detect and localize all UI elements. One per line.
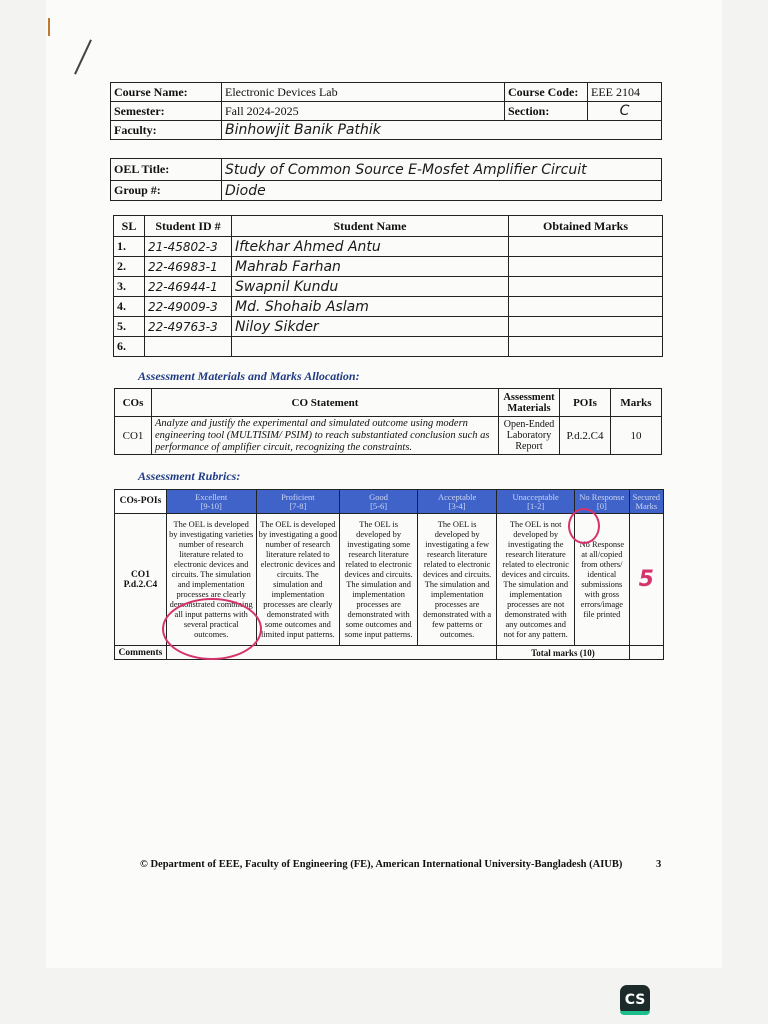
rubric-co: CO1 P.d.2.C4	[115, 514, 167, 646]
student-id: 22-46944-1	[145, 277, 232, 297]
rubrics-title: Assessment Rubrics:	[138, 469, 241, 483]
student-sl: 5.	[114, 317, 145, 337]
student-marks	[509, 257, 663, 277]
student-id	[145, 337, 232, 357]
course-info-table	[110, 82, 662, 140]
total-marks-value	[629, 646, 663, 660]
col-obtained-marks: Obtained Marks	[509, 216, 663, 237]
group-label: Group #:	[111, 181, 222, 201]
level-unacceptable: Unacceptable [1-2]	[497, 490, 575, 514]
students-table	[113, 215, 663, 357]
level-proficient: Proficient [7-8]	[256, 490, 340, 514]
col-student-id: Student ID #	[145, 216, 232, 237]
section-label: Section:	[505, 102, 588, 121]
col-co-statement: CO Statement	[152, 389, 499, 417]
level-good: Good [5-6]	[340, 490, 418, 514]
rubric-cell-acceptable: The OEL is developed by investigating a few research literature related to electronic devices and circuits. The simulation and implementation processes are demonstrated with a few patterns or outcomes.	[418, 514, 497, 646]
student-sl: 6.	[114, 337, 145, 357]
level-secured-marks: Secured Marks	[629, 490, 663, 514]
student-name: Iftekhar Ahmed Antu	[232, 237, 509, 257]
student-marks	[509, 337, 663, 357]
student-sl: 2.	[114, 257, 145, 277]
student-id: 22-49009-3	[145, 297, 232, 317]
course-code-value: EEE 2104	[588, 83, 662, 102]
student-marks	[509, 297, 663, 317]
student-sl: 1.	[114, 237, 145, 257]
group-value: Diode	[222, 181, 662, 201]
faculty-label: Faculty:	[111, 121, 222, 140]
comments-label: Comments	[115, 646, 167, 660]
semester-label: Semester:	[111, 102, 222, 121]
oel-table	[110, 158, 662, 201]
col-student-name: Student Name	[232, 216, 509, 237]
total-marks-label: Total marks (10)	[497, 646, 629, 660]
level-excellent: Excellent [9-10]	[166, 490, 256, 514]
student-sl: 4.	[114, 297, 145, 317]
student-name	[232, 337, 509, 357]
marks-value: 10	[611, 417, 662, 455]
rubric-cell-no-response: No Response at all/copied from others/ identical submissions with gross errors/image file printed	[575, 514, 630, 646]
assessment-materials: Open-Ended Laboratory Report	[499, 417, 560, 455]
section-value: C	[588, 102, 662, 121]
student-marks	[509, 277, 663, 297]
orange-mark	[48, 18, 50, 36]
rubric-cell-excellent: The OEL is developed by investigating varieties number of research literature related to electronic devices and circuits. The simulation and implementation processes are clearly demonstrated combining all input patterns with several practical outcomes.	[166, 514, 256, 646]
col-sl: SL	[114, 216, 145, 237]
rubric-cell-proficient: The OEL is developed by investigating a good number of research literature related to electronic devices and circuits. The simulation and implementation processes are clearly demonstrated with some outcomes and limited input patterns.	[256, 514, 340, 646]
level-acceptable: Acceptable [3-4]	[418, 490, 497, 514]
student-id: 22-46983-1	[145, 257, 232, 277]
oel-title-value: Study of Common Source E-Mosfet Amplifier Circuit	[222, 159, 662, 181]
student-name: Swapnil Kundu	[232, 277, 509, 297]
rubric-cell-unacceptable: The OEL is not developed by investigating the research literature related to electronic devices and circuits. The simulation and implementation processes are not demonstrated with any outcomes and not for any pattern.	[497, 514, 575, 646]
pois-value: P.d.2.C4	[560, 417, 611, 455]
co-statement: Analyze and justify the experimental and simulated outcome using modern engineering tool (MULTISIM/ PSIM) to reach substantiated conclusion such as performance of amplifier circuit, recognizing the constraints.	[152, 417, 499, 455]
oel-title-label: OEL Title:	[111, 159, 222, 181]
level-no-response: No Response [0]	[575, 490, 630, 514]
student-id: 21-45802-3	[145, 237, 232, 257]
student-marks	[509, 237, 663, 257]
semester-value: Fall 2024-2025	[222, 102, 505, 121]
allocation-title: Assessment Materials and Marks Allocation:	[138, 369, 360, 383]
co-code: CO1	[115, 417, 152, 455]
secured-marks-value: 5	[629, 514, 663, 646]
page-number: 3	[656, 859, 662, 870]
allocation-table	[114, 388, 662, 455]
student-name: Mahrab Farhan	[232, 257, 509, 277]
student-name: Niloy Sikder	[232, 317, 509, 337]
scanned-page	[46, 0, 722, 968]
col-assessment-materials: Assessment Materials	[499, 389, 560, 417]
student-sl: 3.	[114, 277, 145, 297]
col-marks: Marks	[611, 389, 662, 417]
col-cos: COs	[115, 389, 152, 417]
course-code-label: Course Code:	[505, 83, 588, 102]
camscanner-logo: CS	[620, 985, 650, 1015]
footer-text: © Department of EEE, Faculty of Engineering (FE), American International University-Bangladesh (AIUB)	[140, 859, 623, 870]
course-name-value: Electronic Devices Lab	[222, 83, 505, 102]
col-pois: POIs	[560, 389, 611, 417]
student-marks	[509, 317, 663, 337]
grading-circle	[568, 508, 600, 544]
student-id: 22-49763-3	[145, 317, 232, 337]
course-name-label: Course Name:	[111, 83, 222, 102]
student-name: Md. Shohaib Aslam	[232, 297, 509, 317]
grading-circle	[162, 598, 262, 660]
rubric-cell-good: The OEL is developed by investigating some research literature related to electronic devices and circuits. The simulation and implementation processes are demonstrated with some outcomes and some input patterns.	[340, 514, 418, 646]
faculty-value: Binhowjit Banik Pathik	[222, 121, 662, 140]
rubric-corner: COs-POIs	[115, 490, 167, 514]
